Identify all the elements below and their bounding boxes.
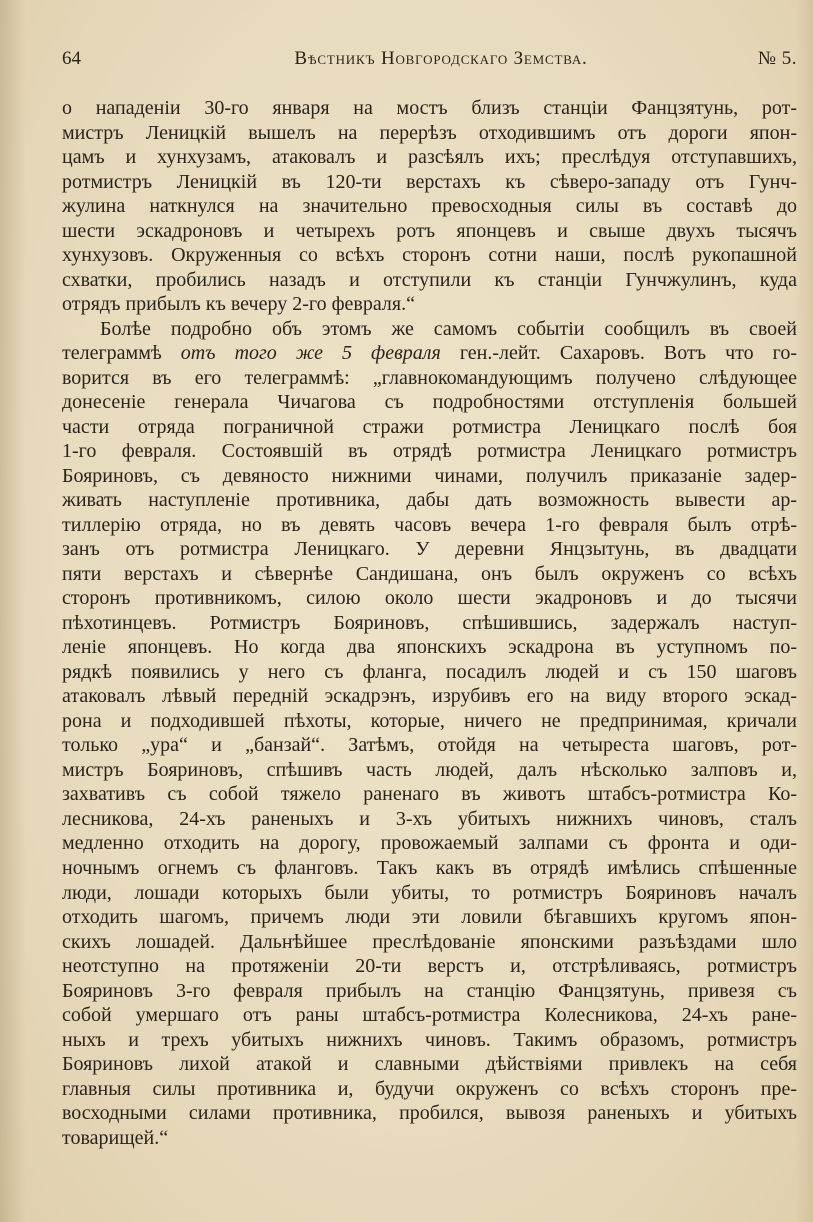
text-line: захвативъ съ собой тяжело раненаго въ животъ штабсъ-ротмистра Ко- xyxy=(62,783,797,806)
text-segment: ген.-лейт. Сахаровъ. Вотъ что го- xyxy=(440,342,797,365)
text-line: ворится въ его телеграммѣ: „главнокомандующимъ получено слѣдующее xyxy=(62,366,797,389)
paragraph xyxy=(62,96,797,317)
text-line: занъ отъ ротмистра Леницкаго. У деревни Янцзытунь, въ двадцати xyxy=(62,538,797,561)
text-line: пѣхотинцевъ. Ротмистръ Бояриновъ, спѣшившись, задержалъ наступ- xyxy=(62,611,797,634)
text-line: цамъ и хунхузамъ, атаковалъ и разсѣялъ ихъ; преслѣдуя отступавшихъ, xyxy=(62,146,797,169)
text-line: части отряда пограничной стражи ротмистра Леницкаго послѣ боя xyxy=(62,415,797,438)
text-line: собой умершаго отъ раны штабсъ-ротмистра Колесникова, 24-хъ ране- xyxy=(62,1004,797,1027)
text-line: атаковалъ лѣвый передній эскадрэнъ, изрубивъ его на виду второго эскад- xyxy=(62,685,797,708)
issue-number: № 5. xyxy=(757,48,797,69)
text-line: рона и подходившей пѣхоты, которые, ничего не предпринимая, кричали xyxy=(62,709,797,732)
text-line: неотступно на протяженіи 20-ти верстъ и, отстрѣливаясь, ротмистръ xyxy=(62,955,797,978)
text-line: мистръ Леницкій вышелъ на перерѣзъ отходившимъ отъ дороги япон- xyxy=(62,121,797,144)
text-line: главныя силы противника и, будучи окруженъ со всѣхъ сторонъ пре- xyxy=(62,1077,797,1100)
text-line: о нападеніи 30-го января на мостъ близъ станціи Фанцзятунь, рот- xyxy=(62,97,797,119)
text-line xyxy=(62,341,797,366)
italic-phrase: отъ того же 5 февраля xyxy=(180,342,441,365)
text-line: лесникова, 24-хъ раненыхъ и 3-хъ убитыхъ нижнихъ чиновъ, сталъ xyxy=(62,807,797,830)
running-header xyxy=(62,46,797,72)
text-line: товарищей.“ xyxy=(62,1126,169,1149)
text-line: схватки, пробились назадъ и отступили къ станціи Гунчжулинъ, куда xyxy=(62,268,797,291)
page-number: 64 xyxy=(62,48,81,69)
text-line: Бояриновъ лихой атакой и славными дѣйствіями привлекъ на себя xyxy=(62,1053,797,1076)
text-line: люди, лошади которыхъ были убиты, то ротмистръ Бояриновъ началъ xyxy=(62,881,797,904)
text-line: отходить шагомъ, причемъ люди эти ловили бѣгавшихъ кругомъ япон- xyxy=(62,906,797,929)
text-line: сторонъ противникомъ, силою около шести экадроновъ и до тысячи xyxy=(62,587,797,610)
text-line: восходными силами противника, пробился, вывозя раненыхъ и убитыхъ xyxy=(62,1102,797,1125)
text-line: пяти верстахъ и сѣвернѣе Сандишана, онъ былъ окруженъ со всѣхъ xyxy=(62,562,797,585)
text-line: Болѣе подробно объ этомъ же самомъ событіи сообщилъ въ своей xyxy=(100,317,797,340)
article-body xyxy=(62,96,797,1150)
text-line: мистръ Бояриновъ, спѣшивъ часть людей, далъ нѣсколько залповъ и, xyxy=(62,758,797,781)
text-line: Бояриновъ 3-го февраля прибылъ на станцію Фанцзятунь, привезя съ xyxy=(62,979,797,1002)
text-line: 1-го февраля. Состоявшій въ отрядѣ ротмистра Леницкаго ротмистръ xyxy=(62,440,797,463)
text-line: тиллерію отряда, но въ девять часовъ вечера 1-го февраля былъ отрѣ- xyxy=(62,513,797,536)
text-line: рядкѣ появились у него съ фланга, посадилъ людей и съ 150 шаговъ xyxy=(62,660,797,683)
text-line: жулина наткнулся на значительно превосходныя силы въ составѣ до xyxy=(62,195,797,218)
text-line: скихъ лошадей. Дальнѣйшее преслѣдованіе японскими разъѣздами шло xyxy=(62,930,797,953)
text-line: ротмистръ Леницкій въ 120-ти верстахъ къ сѣверо-западу отъ Гунч- xyxy=(62,170,797,193)
text-line: ночнымъ огнемъ съ фланговъ. Такъ какъ въ отрядѣ имѣлись спѣшенные xyxy=(62,856,797,879)
text-line: леніе японцевъ. Но когда два японскихъ эскадрона въ уступномъ по- xyxy=(62,636,797,659)
text-line: живать наступленіе противника, дабы дать возможность вывести ар- xyxy=(62,489,797,512)
text-segment: телеграммѣ xyxy=(62,342,181,365)
text-line: донесеніе генерала Чичагова съ подробностями отступленія большей xyxy=(62,391,797,414)
text-line: Бояриновъ, съ девяносто нижними чинами, получилъ приказаніе задер- xyxy=(62,464,797,487)
journal-title: Вѣстникъ Новгородскаго Земства. xyxy=(294,48,588,69)
text-line: отрядъ прибылъ къ вечеру 2-го февраля.“ xyxy=(62,293,415,316)
paragraph xyxy=(62,317,797,1151)
text-line: шести эскадроновъ и четырехъ ротъ японцевъ и свыше двухъ тысячъ xyxy=(62,219,797,242)
text-line: ныхъ и трехъ убитыхъ нижнихъ чиновъ. Такимъ образомъ, ротмистръ xyxy=(62,1028,797,1051)
text-line: хунхузовъ. Окруженныя со всѣхъ сторонъ сотни наши, послѣ рукопашной xyxy=(62,244,797,267)
text-line: медленно отходить на дорогу, провожаемый залпами съ фронта и оди- xyxy=(62,832,797,855)
text-line: только „ура“ и „банзай“. Затѣмъ, отойдя на четыреста шаговъ, рот- xyxy=(62,734,797,757)
